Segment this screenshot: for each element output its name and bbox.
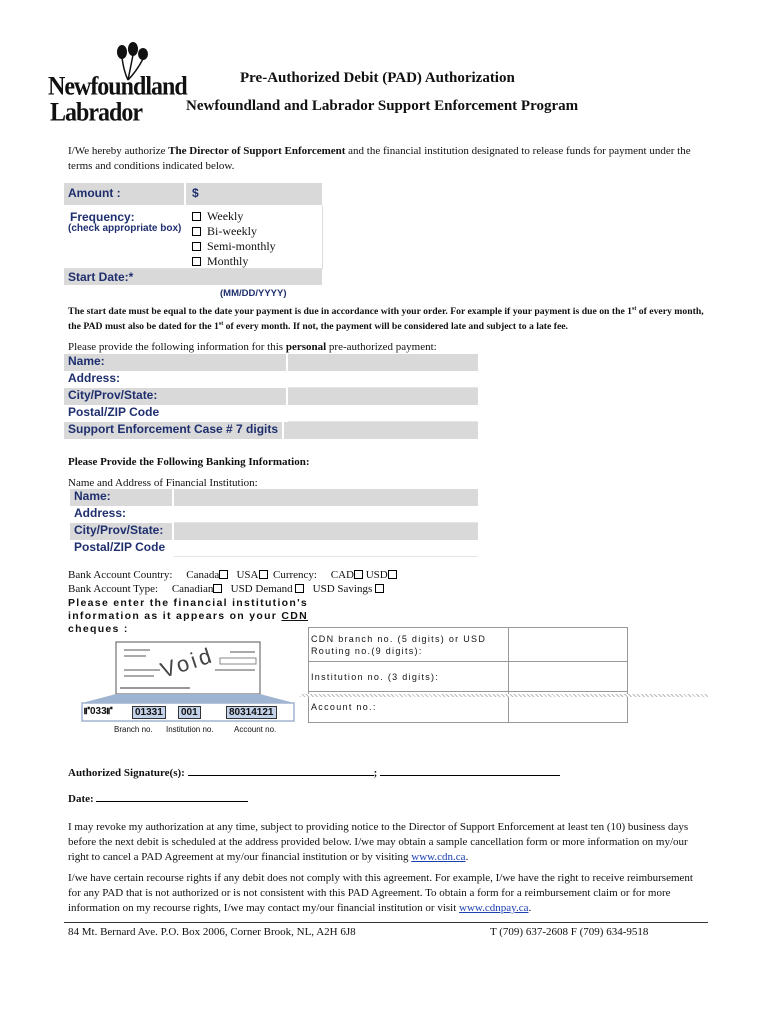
sample-cheque bbox=[80, 640, 300, 740]
start-date-input[interactable] bbox=[186, 269, 322, 285]
footer-address: 84 Mt. Bernard Ave. P.O. Box 2006, Corner Brook, NL, A2H 6J8 bbox=[68, 926, 356, 938]
hatch-strip bbox=[300, 694, 708, 697]
recourse-paragraph: I/we have certain recourse rights if any debit does not comply with this agreement. For example, I/we have the right to receive reimbursement for any PAD that is not authorized or is not consistent with this PAD Agreement. To obtain a form for a reimbursement claim or for more information on my recourse rights, I/we may contact my/our financial institution or visit www.cdnpay.ca. bbox=[68, 872, 693, 914]
fi-table bbox=[70, 489, 478, 557]
weekly-checkbox[interactable] bbox=[192, 212, 201, 221]
institution-label: Institution no. (3 digits): bbox=[311, 672, 440, 682]
micr-institution: 001 bbox=[178, 706, 201, 719]
micr-cheque-number: ⑈033⑈ bbox=[84, 706, 113, 717]
personal-intro: Please provide the following information for this personal pre-authorized payment: bbox=[68, 341, 437, 353]
fi-label: Name and Address of Financial Institution: bbox=[68, 477, 258, 489]
personal-row: City/Prov/State: bbox=[64, 388, 478, 405]
personal-row: Name: bbox=[64, 354, 478, 371]
fi-postal-input[interactable] bbox=[174, 540, 478, 557]
date-line: Date: bbox=[68, 793, 248, 805]
personal-address-input[interactable] bbox=[288, 371, 478, 388]
personal-row: Postal/ZIP Code bbox=[64, 405, 478, 422]
amount-label: Amount : bbox=[68, 186, 121, 200]
start-date-label: Start Date:* bbox=[68, 270, 134, 284]
revoke-paragraph: I may revoke my authorization at any time, subject to providing notice to the Director of Support Enforcement at least ten (10) business days before the next debit is scheduled at the address provided below. I/we may obtain a sample cancellation form or more information on my/our right to cancel a PAD Agreement at my/our financial institution or by visiting www.cdn.ca. bbox=[68, 821, 689, 863]
usa-checkbox[interactable] bbox=[259, 570, 268, 579]
cdnpay-link[interactable]: www.cdnpay.ca bbox=[459, 902, 529, 914]
micr-account: 80314121 bbox=[226, 706, 277, 719]
account-type-line: Bank Account Type: Canadian USD Demand USD Savings bbox=[68, 583, 384, 595]
footer-phone: T (709) 637-2608 F (709) 634-9518 bbox=[490, 926, 649, 938]
caption-branch: Branch no. bbox=[114, 725, 153, 734]
canadian-checkbox[interactable] bbox=[213, 584, 222, 593]
option-monthly[interactable]: Monthly bbox=[192, 254, 276, 269]
personal-city-input[interactable] bbox=[288, 388, 478, 405]
fi-city-input[interactable] bbox=[174, 523, 478, 540]
signature-line: Authorized Signature(s): ; bbox=[68, 767, 560, 779]
micr-branch: 01331 bbox=[132, 706, 166, 719]
fi-row: Address: bbox=[70, 506, 478, 523]
signature-input-1[interactable] bbox=[188, 775, 374, 776]
fi-name-input[interactable] bbox=[174, 489, 478, 506]
option-weekly[interactable]: Weekly bbox=[192, 209, 276, 224]
amount-input[interactable]: $ bbox=[192, 186, 199, 200]
program-subtitle: Newfoundland and Labrador Support Enforcement Program bbox=[186, 98, 579, 114]
cad-checkbox[interactable] bbox=[354, 570, 363, 579]
personal-name-input[interactable] bbox=[288, 354, 478, 371]
banking-heading: Please Provide the Following Banking Information: bbox=[68, 456, 310, 468]
personal-case-input[interactable] bbox=[284, 422, 478, 439]
logo-newfoundland: Newfoundland bbox=[48, 72, 187, 102]
personal-postal-input[interactable] bbox=[288, 405, 478, 422]
personal-row: Support Enforcement Case # 7 digits bbox=[64, 422, 478, 439]
semimonthly-checkbox[interactable] bbox=[192, 242, 201, 251]
start-date-note: The start date must be equal to the date your payment is due in accordance with your order. For example if your payment is due on the 1st of every month, the PAD must also be dated for the 1st of every month. If not, the payment will be considered late and subject to a late fee. bbox=[68, 306, 704, 333]
caption-account: Account no. bbox=[234, 725, 277, 734]
usd-checkbox[interactable] bbox=[388, 570, 397, 579]
intro-text: I/We hereby authorize The Director of Support Enforcement and the financial institution designated to release funds for payment under the terms and conditions indicated below. bbox=[68, 145, 691, 172]
page-title: Pre-Authorized Debit (PAD) Authorization bbox=[240, 70, 515, 86]
fi-row: Postal/ZIP Code bbox=[70, 540, 478, 557]
logo bbox=[48, 42, 187, 132]
fi-row: City/Prov/State: bbox=[70, 523, 478, 540]
cdn-branch-label: CDN branch no. (5 digits) or USD Routing no.(9 digits): bbox=[311, 634, 487, 656]
frequency-options bbox=[192, 209, 276, 269]
frequency-hint: (check appropriate box) bbox=[68, 223, 182, 234]
cdn-link[interactable]: www.cdn.ca bbox=[411, 851, 466, 863]
fi-row: Name: bbox=[70, 489, 478, 506]
institution-number-input[interactable] bbox=[509, 662, 627, 691]
enter-instructions: Please enter the financial institution's information as it appears on your CDN cheques : bbox=[68, 597, 309, 635]
account-country-line: Bank Account Country: Canada USA Currency: CAD USD bbox=[68, 569, 397, 581]
canada-checkbox[interactable] bbox=[219, 570, 228, 579]
footer-divider bbox=[64, 922, 708, 923]
usd-savings-checkbox[interactable] bbox=[375, 584, 384, 593]
date-format-hint: (MM/DD/YYYY) bbox=[220, 288, 287, 299]
fi-address-input[interactable] bbox=[174, 506, 478, 523]
biweekly-checkbox[interactable] bbox=[192, 227, 201, 236]
account-label: Account no.: bbox=[311, 702, 377, 712]
routing-table bbox=[308, 627, 628, 723]
personal-table bbox=[64, 354, 478, 439]
personal-row: Address: bbox=[64, 371, 478, 388]
monthly-checkbox[interactable] bbox=[192, 257, 201, 266]
usd-demand-checkbox[interactable] bbox=[295, 584, 304, 593]
option-semimonthly[interactable]: Semi-monthly bbox=[192, 239, 276, 254]
option-biweekly[interactable]: Bi-weekly bbox=[192, 224, 276, 239]
date-input[interactable] bbox=[96, 801, 248, 802]
branch-number-input[interactable] bbox=[509, 628, 627, 661]
logo-labrador: Labrador bbox=[50, 98, 143, 128]
frequency-label: Frequency: bbox=[70, 210, 135, 224]
signature-input-2[interactable] bbox=[380, 775, 560, 776]
void-stamp: Void bbox=[157, 642, 218, 683]
caption-institution: Institution no. bbox=[166, 725, 214, 734]
